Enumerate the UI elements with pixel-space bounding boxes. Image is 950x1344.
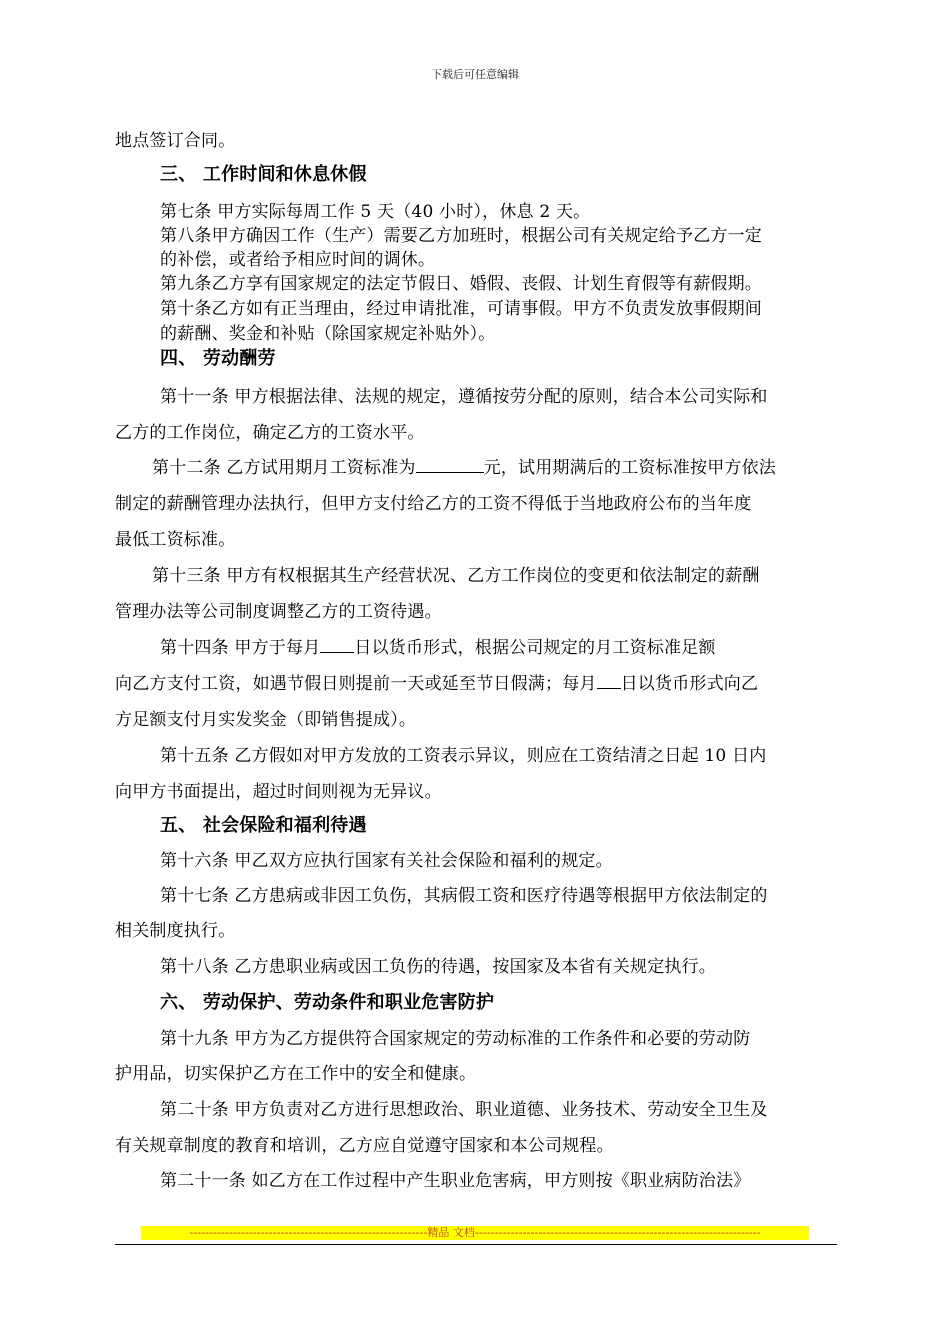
text-segment: 第十二条 乙方试用期月工资标准为 xyxy=(152,458,416,478)
text-line: 有关规章制度的教育和培训，乙方应自觉遵守国家和本公司规程。 xyxy=(115,1136,614,1156)
text-line: 管理办法等公司制度调整乙方的工资待遇。 xyxy=(115,602,442,622)
article-8: 第八条甲方确因工作（生产）需要乙方加班时，根据公司有关规定给予乙方一定 xyxy=(160,226,762,246)
article-17: 第十七条 乙方患病或非因工负伤，其病假工资和医疗待遇等根据甲方依法制定的 xyxy=(160,886,768,906)
blank-underline xyxy=(416,456,484,473)
article-9: 第九条乙方享有国家规定的法定节假日、婚假、丧假、计划生育假等有薪假期。 xyxy=(160,274,762,294)
text-line: 相关制度执行。 xyxy=(115,921,236,941)
text-segment: 元，试用期满后的工资标准按甲方依法 xyxy=(483,458,777,478)
article-20: 第二十条 甲方负责对乙方进行思想政治、职业道德、业务技术、劳动安全卫生及 xyxy=(160,1100,768,1120)
text-line: 向甲方书面提出，超过时间则视为无异议。 xyxy=(115,782,442,802)
text-segment: 日以货币形式，根据公司规定的月工资标准足额 xyxy=(354,638,716,658)
text-segment: 第十四条 甲方于每月 xyxy=(160,638,321,658)
section-heading-5: 五、 社会保险和福利待遇 xyxy=(160,815,367,836)
text-segment: 向乙方支付工资，如遇节假日则提前一天或延至节日假满；每月 xyxy=(115,674,597,694)
text-segment: 日以货币形式向乙 xyxy=(620,674,759,694)
article-18: 第十八条 乙方患职业病或因工负伤的待遇，按国家及本省有关规定执行。 xyxy=(160,957,717,977)
article-11: 第十一条 甲方根据法律、法规的规定，遵循按劳分配的原则，结合本公司实际和 xyxy=(160,387,768,407)
text-line: 方足额支付月实发奖金（即销售提成）。 xyxy=(115,710,417,730)
text-line: 制定的薪酬管理办法执行，但甲方支付给乙方的工资不得低于当地政府公布的当年度 xyxy=(115,494,752,514)
text-line: 最低工资标准。 xyxy=(115,530,236,550)
blank-underline xyxy=(320,636,354,653)
text-line: 护用品，切实保护乙方在工作中的安全和健康。 xyxy=(115,1064,477,1084)
footer-banner: ------------------------------------------------------------精品 文档------------------------------------------------------------------------ xyxy=(141,1226,809,1240)
section-heading-4: 四、 劳动酬劳 xyxy=(160,348,276,369)
text-line: 乙方的工作岗位，确定乙方的工资水平。 xyxy=(115,423,425,443)
article-16: 第十六条 甲乙双方应执行国家有关社会保险和福利的规定。 xyxy=(160,851,613,871)
page-header: 下载后可任意编辑 xyxy=(431,68,519,81)
article-10: 第十条乙方如有正当理由，经过申请批准，可请事假。甲方不负责发放事假期间 xyxy=(160,299,762,319)
article-14 xyxy=(160,633,716,658)
text-line: 地点签订合同。 xyxy=(115,131,236,151)
text-line: 的薪酬、奖金和补贴（除国家规定补贴外）。 xyxy=(160,324,496,344)
article-19: 第十九条 甲方为乙方提供符合国家规定的劳动标准的工作条件和必要的劳动防 xyxy=(160,1029,751,1049)
article-15: 第十五条 乙方假如对甲方发放的工资表示异议，则应在工资结清之日起 10 日内 xyxy=(160,746,767,766)
article-7: 第七条 甲方实际每周工作 5 天（40 小时），休息 2 天。 xyxy=(160,202,591,222)
article-21: 第二十一条 如乙方在工作过程中产生职业危害病，甲方则按《职业病防治法》 xyxy=(160,1171,751,1191)
text-line xyxy=(115,669,758,694)
text-line: 的补偿，或者给予相应时间的调休。 xyxy=(160,250,436,270)
article-12 xyxy=(152,453,776,478)
section-heading-6: 六、 劳动保护、劳动条件和职业危害防护 xyxy=(160,992,495,1013)
section-heading-3: 三、 工作时间和休息休假 xyxy=(160,164,367,185)
article-13: 第十三条 甲方有权根据其生产经营状况、乙方工作岗位的变更和依法制定的薪酬 xyxy=(152,566,760,586)
footer-divider xyxy=(115,1244,837,1245)
blank-underline xyxy=(597,672,621,689)
